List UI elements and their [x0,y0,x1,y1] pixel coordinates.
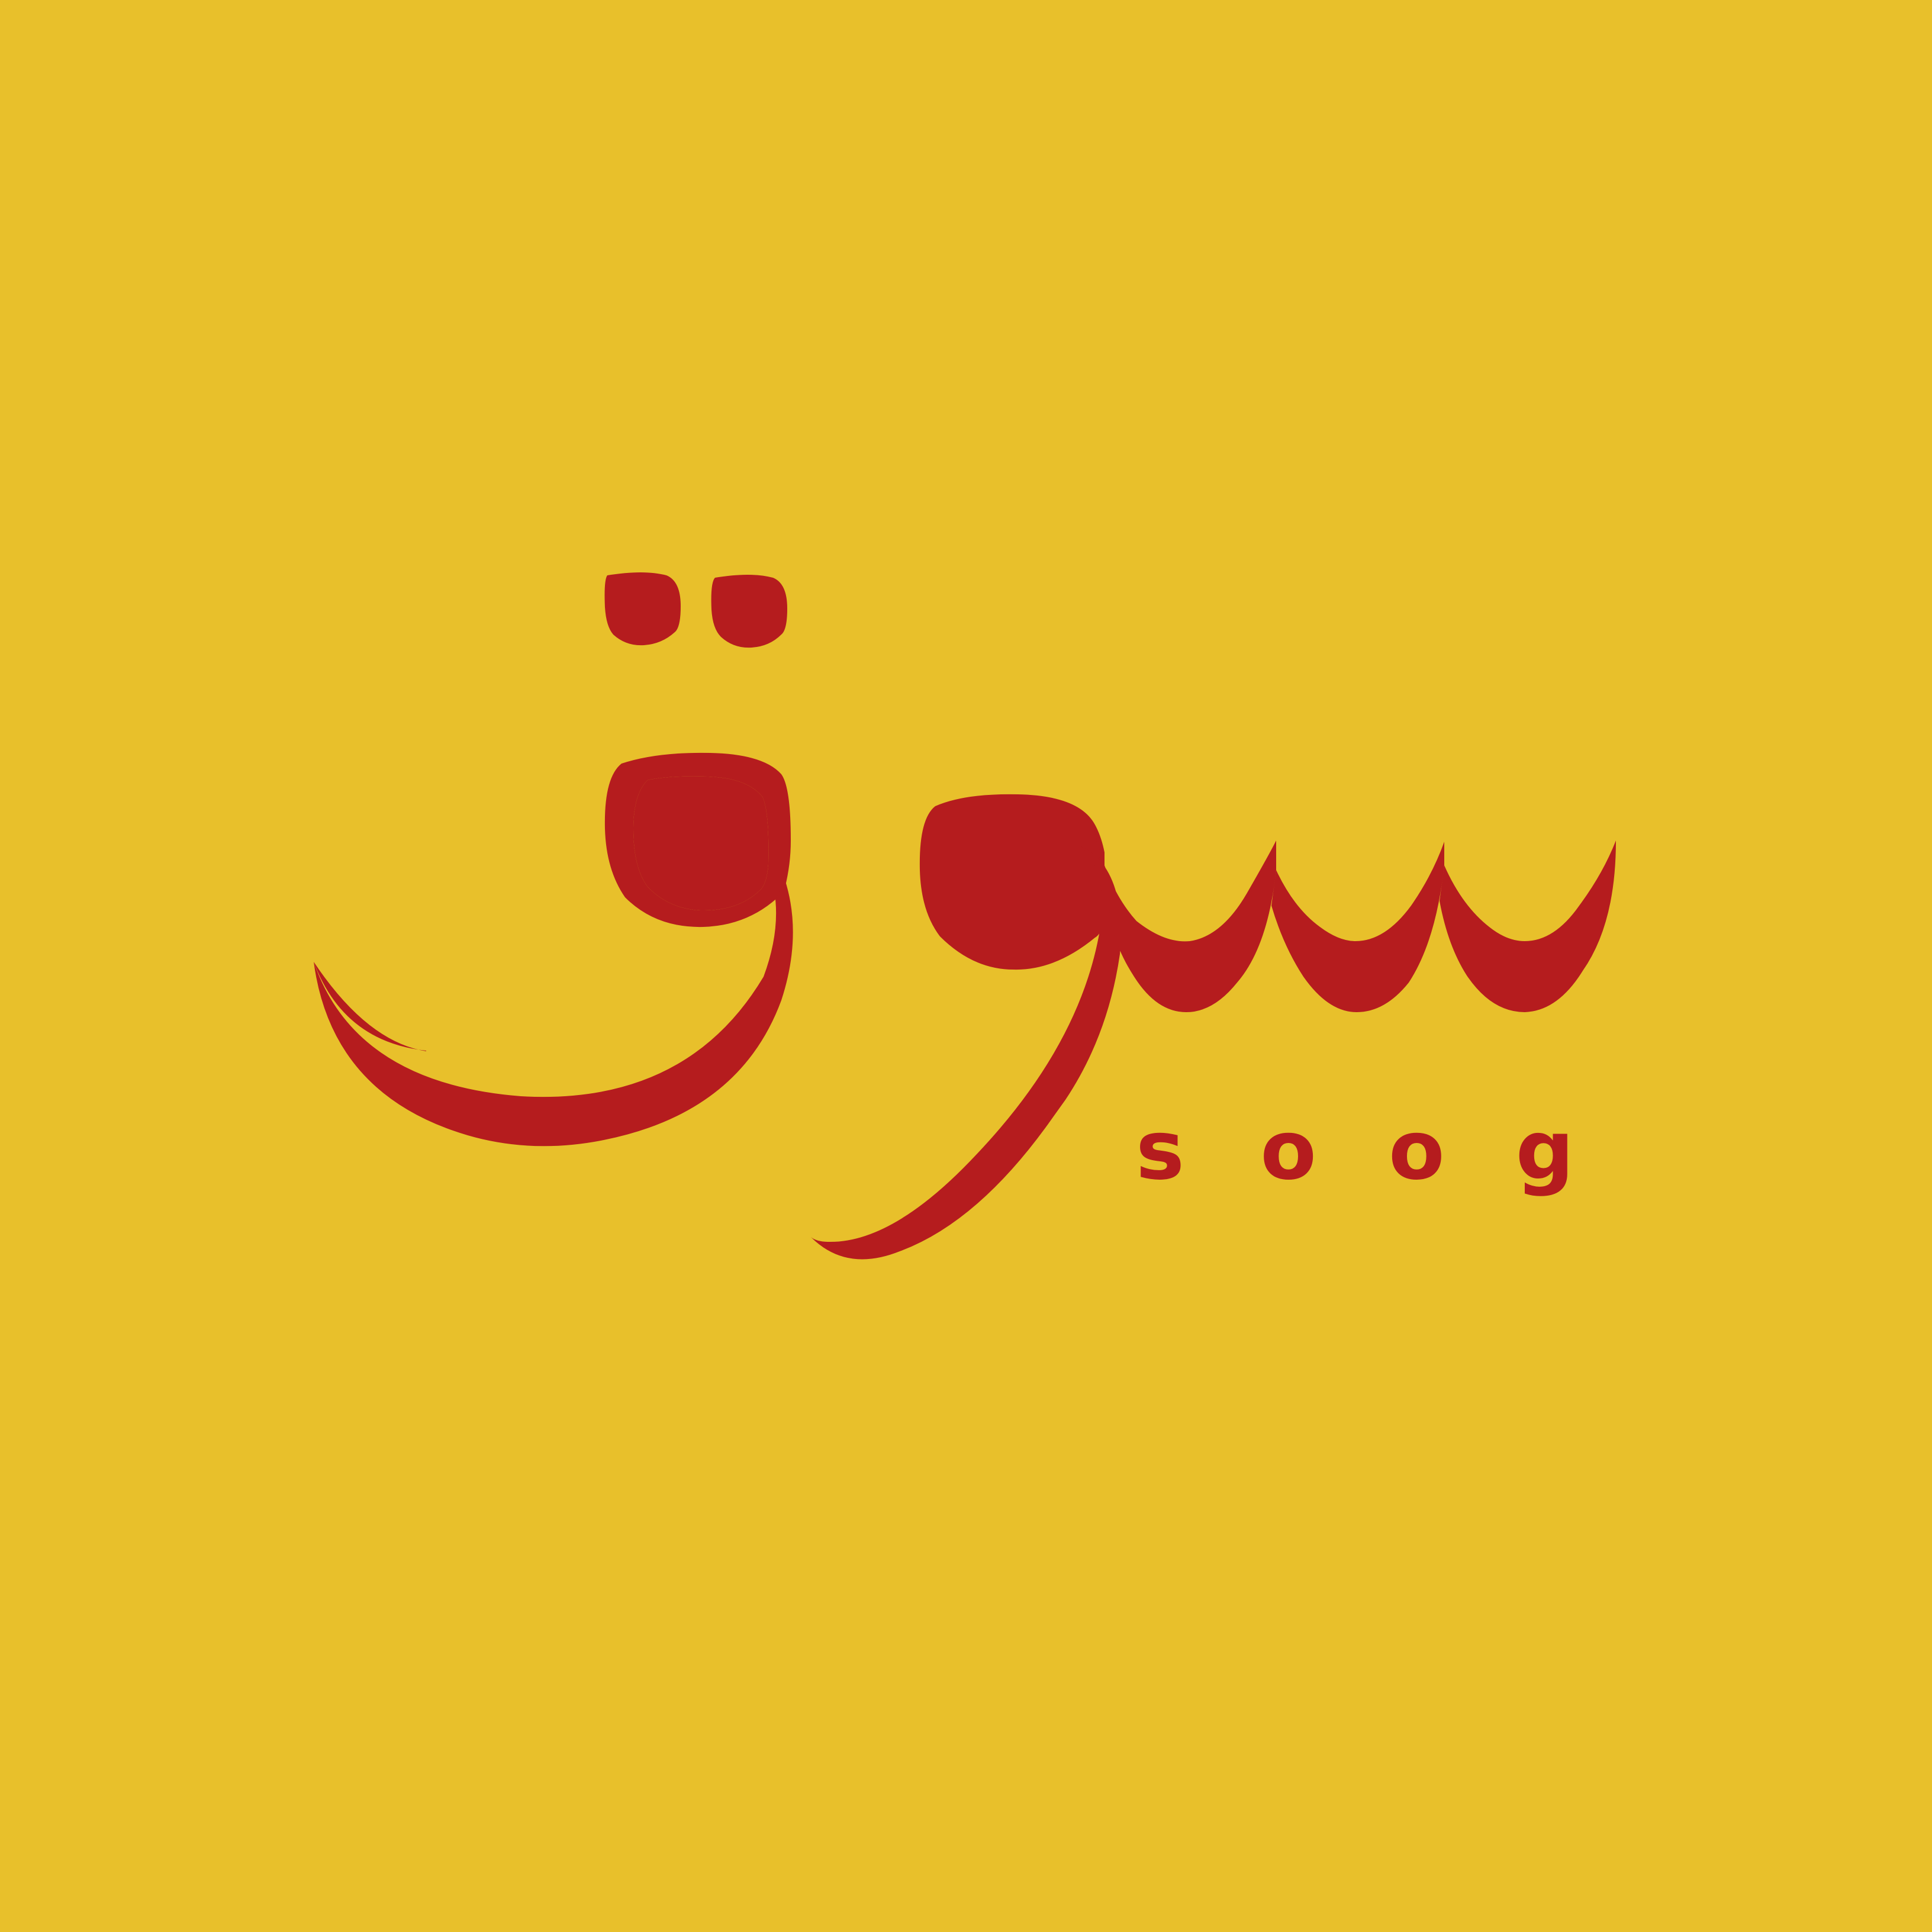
waw-head [920,794,1105,970]
qaf-dot-left [605,572,681,645]
wordmark-letter: s [1135,1103,1185,1198]
qaf-dot-right [711,575,787,648]
qaf-loop-inner [633,777,768,910]
seen-tooth-2 [1271,842,1444,1012]
seen-tooth-1 [1093,820,1276,1012]
wordmark-letter: o [1260,1103,1317,1198]
wordmark-letter: o [1388,1103,1445,1198]
wordmark-latin [1128,1103,1577,1210]
wordmark-letter: g [1515,1103,1574,1198]
seen-tooth-3 [1440,841,1616,1012]
